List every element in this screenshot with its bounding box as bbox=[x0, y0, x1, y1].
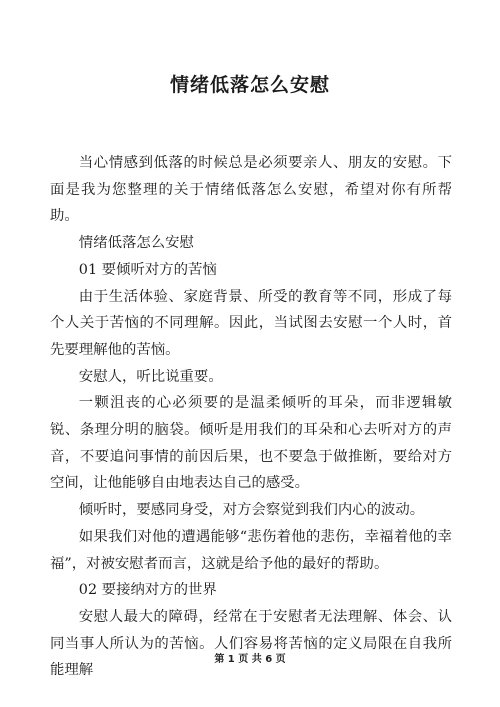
paragraph-intro: 当心情感到低落的时候总是必须要亲人、朋友的安慰。下面是我为您整理的关于情绪低落怎么安慰，希望对你有所帮助。 bbox=[50, 155, 452, 225]
paragraph: 一颗沮丧的心必须要的是温柔倾听的耳朵，而非逻辑敏锐、条理分明的脑袋。倾听是用我们的耳朵和心去听对方的声音，不要追问事情的前因后果，也不要急于做推断，要给对方空间，让他能够自由地表达自己的感受。 bbox=[50, 395, 452, 492]
document-body bbox=[50, 150, 452, 684]
paragraph: 安慰人最大的障碍，经常在于安慰者无法理解、体会、认同当事人所认为的苦恼。人们容易将苦恼的定义局限在自我所能理解 bbox=[50, 608, 452, 679]
paragraph-subtitle: 情绪低落怎么安慰 bbox=[78, 235, 194, 252]
document-title: 情绪低落怎么安慰 bbox=[169, 74, 330, 96]
section-heading-01: 01 要倾听对方的苦恼 bbox=[78, 261, 217, 278]
paragraph: 如果我们对他的遭遇能够“悲伤着他的悲伤，幸福着他的幸福”，对被安慰者而言，这就是给予他的最好的帮助。 bbox=[50, 528, 452, 572]
section-heading-02: 02 要接纳对方的世界 bbox=[78, 582, 217, 599]
page-footer: 第 1 页 共 6 页 bbox=[214, 654, 286, 665]
paragraph: 由于生活体验、家庭背景、所受的教育等不同，形成了每个人关于苦恼的不同理解。因此，当试图去安慰一个人时，首先要理解他的苦恼。 bbox=[50, 288, 452, 358]
paragraph: 倾听时，要感同身受，对方会察觉到我们内心的波动。 bbox=[78, 502, 425, 519]
paragraph: 安慰人，听比说重要。 bbox=[78, 368, 223, 385]
